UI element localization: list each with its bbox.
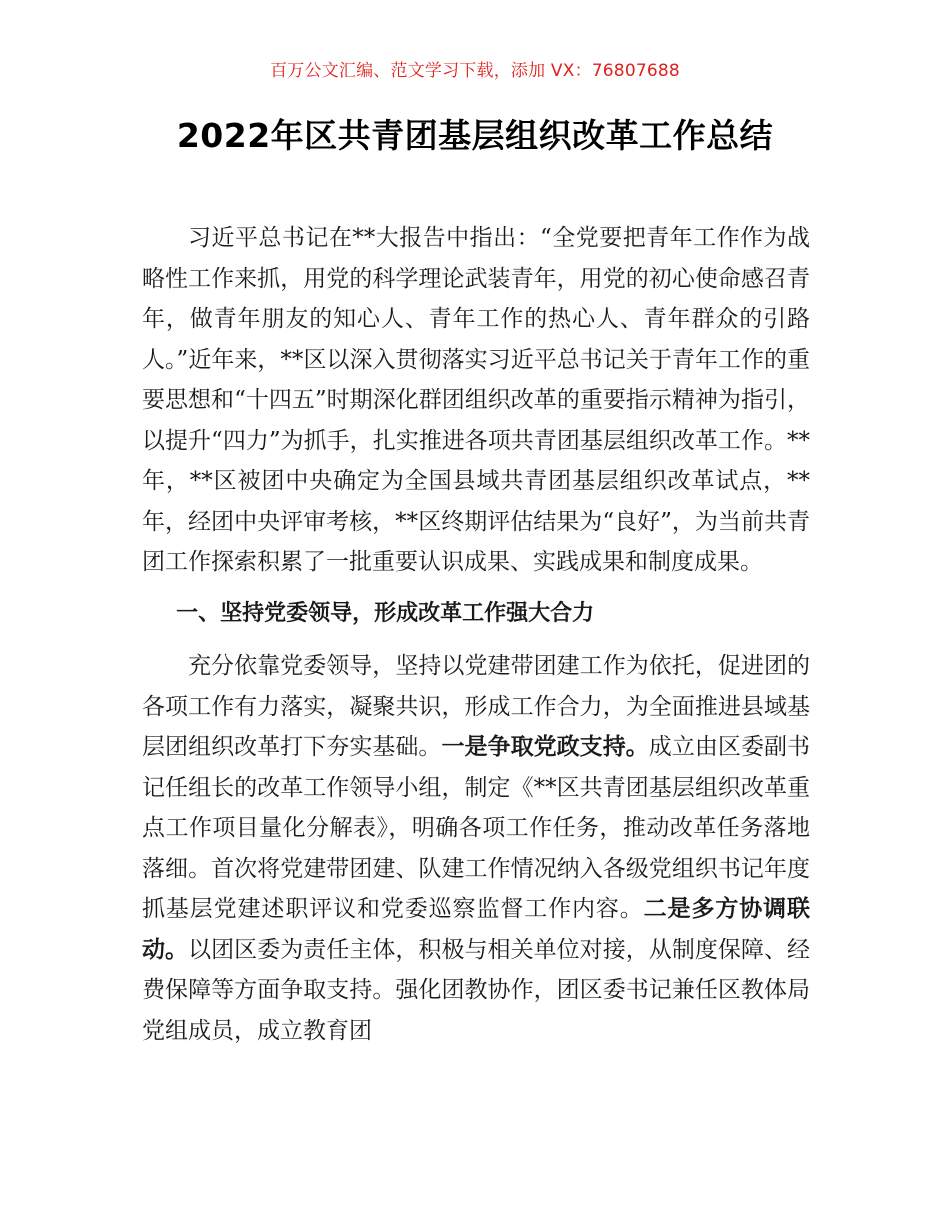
document-body	[142, 218, 810, 1062]
section1-paragraph	[142, 646, 810, 1051]
document-title: 2022年区共青团基层组织改革工作总结	[176, 116, 774, 155]
section-heading-1: 一、坚持党委领导，形成改革工作强大合力	[176, 600, 595, 626]
section1-text-c: 以团区委为责任主体，积极与相关单位对接，从制度保障、经费保障等方面争取支持。强化团教协作，团区委书记兼任区教体局党组成员，成立教育团	[142, 936, 811, 1044]
section1-bold-point-1: 一是争取党政支持。	[441, 734, 649, 760]
intro-paragraph: 习近平总书记在**大报告中指出：“全党要把青年工作作为战略性工作来抓，用党的科学理论武装青年，用党的初心使命感召青年，做青年朋友的知心人、青年工作的热心人、青年群众的引路人。”近年来，**区以深入贯彻落实习近平总书记关于青年工作的重要思想和“十四五”时期深化群团组织改革的重要指示精神为指引，以提升“四力”为抓手，扎实推进各项共青团基层组织改革工作。**年，**区被团中央确定为全国县域共青团基层组织改革试点，**年，经团中央评审考核，**区终期评估结果为“良好”，为当前共青团工作探索积累了一批重要认识成果、实践成果和制度成果。	[142, 225, 810, 575]
section1-bold-point-2: 二是多方协调联动。	[142, 896, 811, 963]
watermark-header: 百万公文汇编、范文学习下载，添加 VX：76807688	[270, 61, 680, 81]
section1-text-b: 成立由区委副书记任组长的改革工作领导小组，制定《**区共青团基层组织改革重点工作项目量化分解表》，明确各项工作任务，推动改革任务落地落细。首次将党建带团建、队建工作情况纳入各级党组织书记年度抓基层党建述职评议和党委巡察监督工作内容。	[142, 734, 811, 922]
section1-text-a: 充分依靠党委领导，坚持以党建带团建工作为依托，促进团的各项工作有力落实，凝聚共识，形成工作合力，为全面推进县域基层团组织改革打下夯实基础。	[142, 653, 810, 760]
